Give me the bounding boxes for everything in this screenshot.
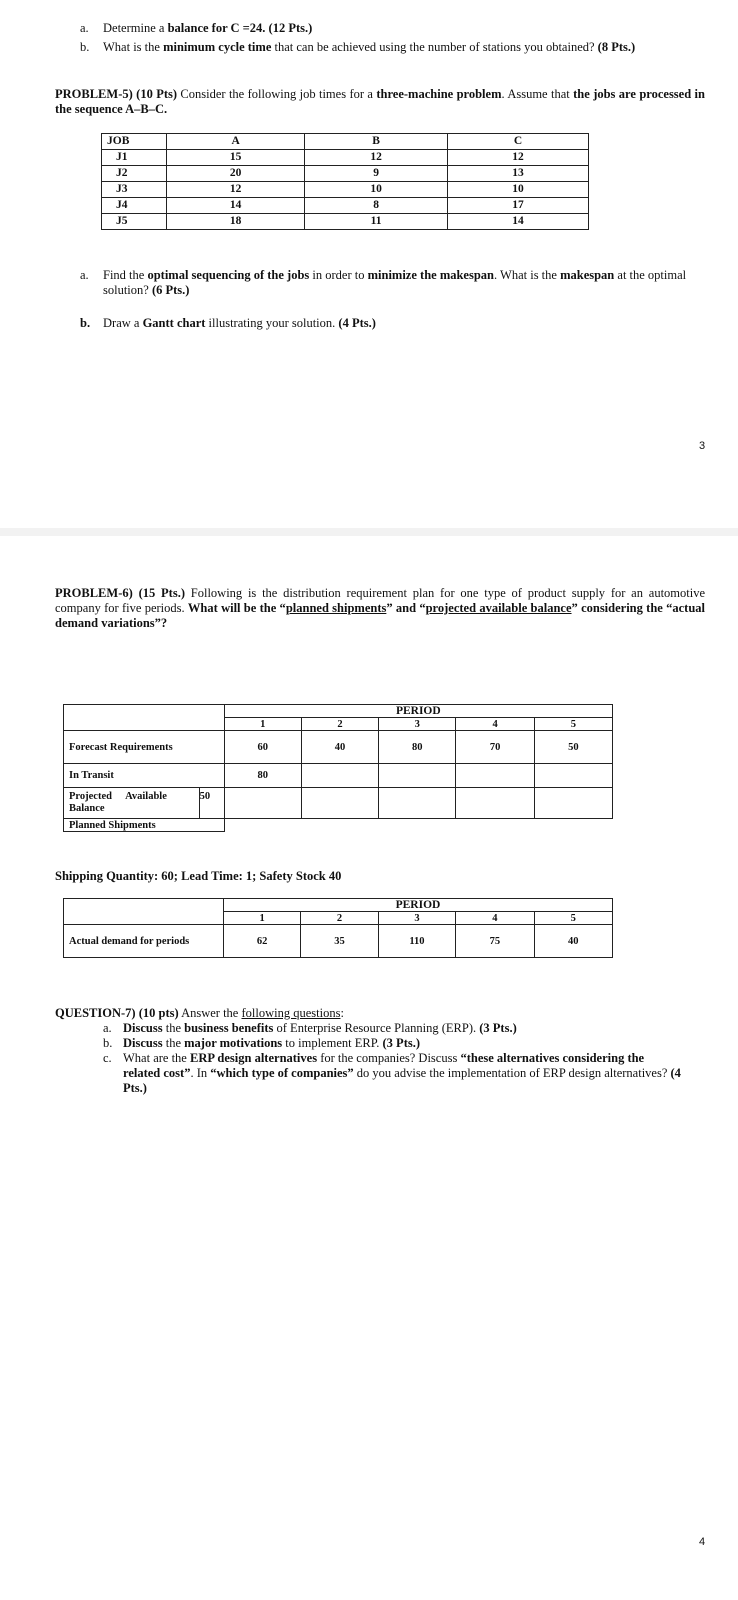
table-row: J4 14 8 17 <box>102 198 589 214</box>
page-4 <box>0 536 738 1600</box>
table-row <box>64 788 613 819</box>
table-row: J1 15 12 12 <box>102 150 589 166</box>
item-marker: c. <box>103 1051 112 1065</box>
table-row: In Transit 80 <box>64 764 613 788</box>
planned-shipments-label: Planned Shipments <box>64 819 225 832</box>
header-machine-c: C <box>448 134 589 150</box>
forecast-label: Forecast Requirements <box>64 731 225 764</box>
table-row: Actual demand for periods 62 35 110 75 40 <box>64 925 613 958</box>
in-transit-label: In Transit <box>64 764 225 788</box>
table-row: Forecast Requirements 60 40 80 70 50 <box>64 731 613 764</box>
page-number: 3 <box>699 440 706 452</box>
table-header-row <box>102 134 589 150</box>
item-marker: b. <box>103 1036 113 1050</box>
problem5-part-b: Draw a Gantt chart illustrating your solution. (4 Pts.) <box>103 316 376 330</box>
table-row: J5 18 11 14 <box>102 214 589 230</box>
page-number: 4 <box>699 1536 706 1548</box>
pab-label: Projected Available Balance 50 <box>64 788 225 819</box>
period-header: PERIOD <box>223 899 612 912</box>
table-row: 1 2 3 4 5 <box>64 912 613 925</box>
table-row: 1 2 3 4 5 <box>64 718 613 731</box>
problem5-statement: PROBLEM-5) (10 Pts) Consider the following job times for a three-machine problem. Assume that the jobs are processed in the sequence A–B–C. <box>55 87 705 116</box>
period-header: PERIOD <box>224 705 612 718</box>
shipping-info: Shipping Quantity: 60; Lead Time: 1; Safety Stock 40 <box>55 869 342 883</box>
table-row <box>64 819 613 832</box>
table-row: J2 20 9 13 <box>102 166 589 182</box>
header-job: JOB <box>102 134 167 150</box>
table-row <box>64 899 613 912</box>
item-marker: a. <box>80 21 89 35</box>
job-times-table <box>101 133 589 230</box>
pab-initial: 50 <box>199 788 224 818</box>
problem4-part-b: What is the minimum cycle time that can be achieved using the number of stations you obtained? (8 Pts.) <box>103 40 636 54</box>
table-row: J3 12 10 10 <box>102 182 589 198</box>
page-3 <box>0 0 738 528</box>
table-row <box>64 705 613 718</box>
item-marker: a. <box>103 1021 112 1035</box>
problem6-statement: PROBLEM-6) (15 Pts.) Following is the distribution requirement plan for one type of product supply for an automotive company for five periods. What will be the “planned shipments” and “projected available balance” considering the “actual demand variations”? <box>55 586 706 630</box>
problem4-part-a: Determine a balance for C =24. (12 Pts.) <box>103 21 313 35</box>
header-machine-b: B <box>305 134 448 150</box>
actual-demand-table <box>63 898 613 958</box>
drp-table <box>63 704 613 832</box>
question7-part-b: Discuss the major motivations to implement ERP. (3 Pts.) <box>123 1036 421 1050</box>
item-marker: a. <box>80 268 89 282</box>
question7-statement: QUESTION-7) (10 pts) Answer the following questions: <box>55 1006 344 1020</box>
question7-part-c: What are the ERP design alternatives for the companies? Discuss “these alternatives considering the related cost”. In “which type of companies” do you advise the implementation of ERP design alternatives? (4 Pts.) <box>123 1051 681 1095</box>
question7-part-a: Discuss the business benefits of Enterprise Resource Planning (ERP). (3 Pts.) <box>123 1021 517 1035</box>
actual-demand-label: Actual demand for periods <box>64 925 224 958</box>
item-marker: b. <box>80 40 90 54</box>
header-machine-a: A <box>167 134 305 150</box>
problem5-part-a: Find the optimal sequencing of the jobs in order to minimize the makespan. What is the makespan at the optimal solution? (6 Pts.) <box>103 268 687 297</box>
item-marker: b. <box>80 316 91 330</box>
